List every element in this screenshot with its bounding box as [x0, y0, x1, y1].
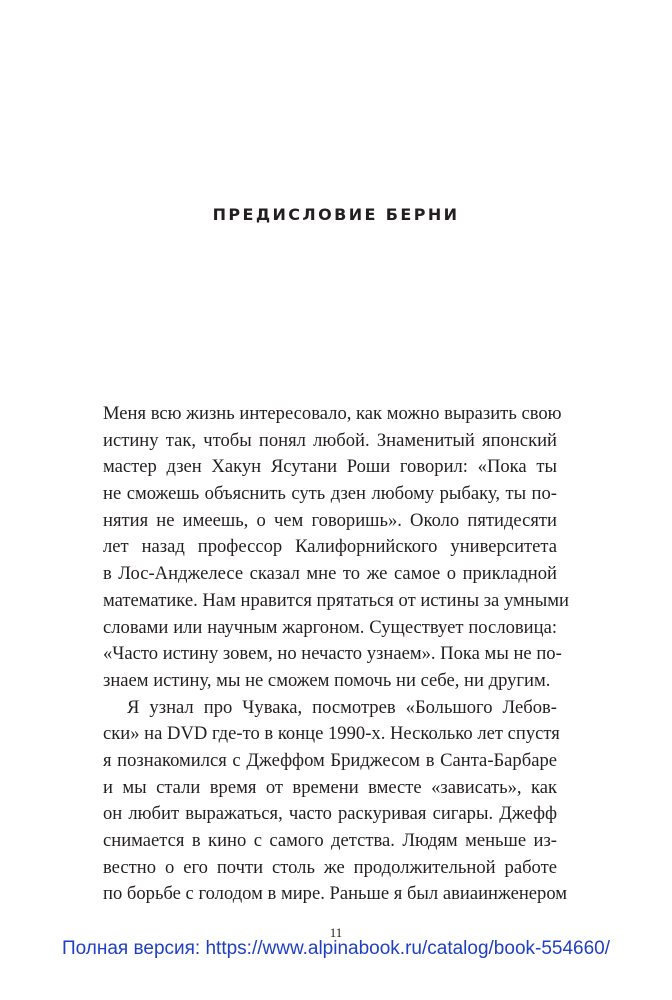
paragraph-1: [103, 401, 569, 695]
text-line: ски» на DVD где-то в конце 1990-х. Несколько лет спустя: [103, 723, 560, 745]
text-line: лет назад профессор Калифорнийского университета: [103, 536, 557, 558]
full-version-link[interactable]: Полная версия: https://www.alpinabook.ru/catalog/book-554660/: [61, 938, 611, 959]
text-line: математике. Нам нравится прятаться от истины за умными: [103, 589, 569, 611]
paragraph-2: [103, 695, 568, 909]
text-line: не сможешь объяснить суть дзен любому рыбаку, ты по-: [103, 483, 557, 505]
text-line: и мы стали время от времени вместе «зависать», как: [103, 776, 557, 798]
text-line: истину так, чтобы понял любой. Знаменитый японский: [103, 429, 557, 451]
text-line: я познакомился с Джеффом Бриджесом в Санта-Барбаре: [103, 749, 557, 771]
text-line: по борьбе с голодом в мире. Раньше я был авиаинженером: [103, 883, 568, 905]
text-line: нятия не имеешь, о чем говоришь». Около пятидесяти: [103, 509, 557, 531]
text-line: снимается в кино с самого детства. Людям меньше из-: [103, 830, 557, 851]
chapter-title: ПРЕДИСЛОВИЕ БЕРНИ: [212, 205, 460, 224]
body-text: [103, 401, 569, 908]
text-line: словами или научным жаргоном. Существует пословица:: [103, 616, 557, 638]
text-line: «Часто истину зовем, но нечасто узнаем». Пока мы не по-: [103, 643, 562, 665]
text-line: Я узнал про Чувака, посмотрев «Большого Лебов-: [127, 696, 557, 718]
text-line: он любит выражаться, часто раскуривая сигары. Джефф: [103, 803, 557, 825]
text-line: вестно о его почти столь же продолжительной работе: [103, 856, 557, 878]
text-line: в Лос-Анджелесе сказал мне то же самое о прикладной: [103, 563, 557, 585]
text-line: знаем истину, мы не сможем помочь ни себе, ни другим.: [103, 669, 551, 691]
text-line: Меня всю жизнь интересовало, как можно выразить свою: [103, 403, 562, 424]
text-line: мастер дзен Хакун Ясутани Роши говорил: «Пока ты: [103, 456, 557, 478]
page-number: 11: [329, 925, 343, 940]
